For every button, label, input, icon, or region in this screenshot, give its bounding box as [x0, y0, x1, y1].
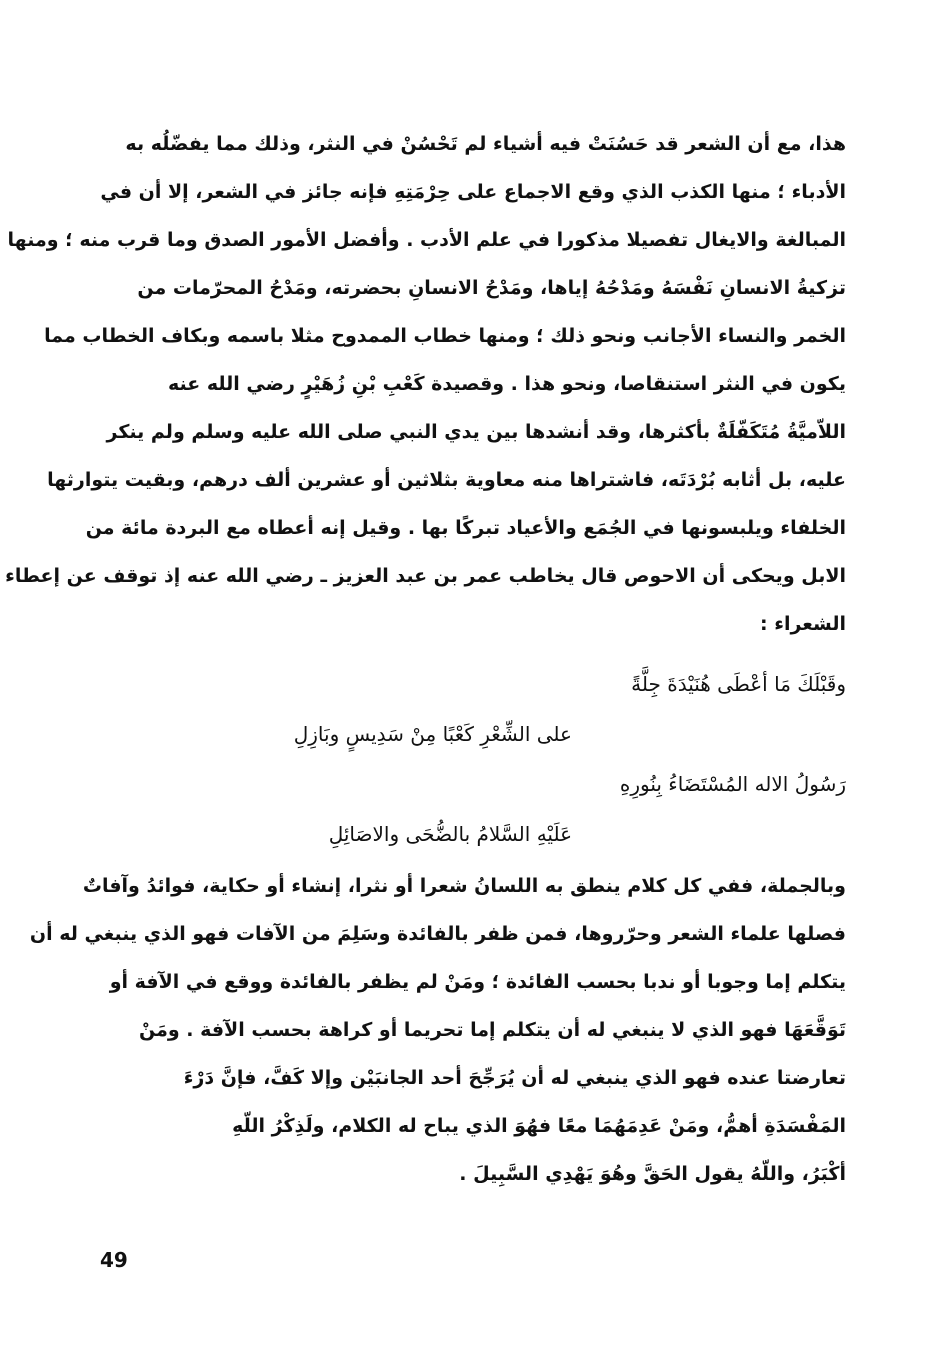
- conclusion-paragraph: [29, 862, 846, 1198]
- text-line: اللاّميَّةُ مُتَكَفّلَةٌ بأكثرها، وقد أنشدها بين يدي النبي صلى الله عليه وسلم ولم ينكر: [106, 421, 846, 443]
- text-line: الأدباء ؛ منها الكذب الذي وقع الاجماع على حِرْمَتِهِ فإنه جائز في الشعر، إلا أن في: [100, 181, 846, 203]
- text-line: المَفْسَدَةِ أهمُّ، ومَنْ عَدِمَهُمَا معًا فهُوَ الذي يباح له الكلام، ولَذِكْرُ اللّهِ: [232, 1115, 846, 1137]
- text-line: هذا، مع أن الشعر قد حَسُنَتْ فيه أشياء لم تَحْسُنْ في النثر، وذلك مما يفضّلُه به: [125, 133, 846, 155]
- text-line: عليه، بل أثابه بُرْدَتَه، فاشتراها منه معاوية بثلاثين أو عشرين ألف درهم، وبقيت يتوارثها: [47, 469, 846, 491]
- text-line: الشعراء :: [760, 613, 846, 635]
- text-line: يكون في النثر استنقاصا، ونحو هذا . وقصيدة كَعْبِ بْنِ زُهَيْرٍ رضي الله عنه: [167, 373, 846, 395]
- text-line: أكْبَرُ، واللّهُ يقول الحَقَّ وهُوَ يَهْدِي السَّبِيلَ .: [459, 1163, 846, 1185]
- poem-verse-3: رَسُولُ الاله المُسْتَضَاءُ بِنُورِهِ: [619, 772, 846, 796]
- poem-verse-2: على الشِّعْرِ كَعْبًا مِنْ سَدِيسٍ وبَازِلِ: [293, 722, 572, 746]
- text-line: يتكلم إما وجوبا أو ندبا بحسب الفائدة ؛ ومَنْ لم يظفر بالفائدة ووقع في الآفة أو: [109, 971, 846, 993]
- text-line: تعارضتا عنده فهو الذي ينبغي له أن يُرَجِّحَ أحد الجانبَيْن وإلا كَفَّ، فإنَّ دَرْءَ: [183, 1067, 846, 1089]
- intro-paragraph: [5, 120, 846, 648]
- text-line: فصلها علماء الشعر وحرّروها، فمن ظفر بالفائدة وسَلِمَ من الآفات فهو الذي ينبغي له أن: [29, 923, 846, 945]
- poem-verse-4: عَلَيْهِ السَّلامُ بالضُّحَى والاصَائِلِ: [328, 822, 572, 846]
- text-line: الخلفاء ويلبسونها في الجُمَع والأعياد تبركًا بها . وقيل إنه أعطاه مع البردة مائة من: [85, 517, 846, 539]
- text-line: المبالغة والايغال تفصيلا مذكورا في علم الأدب . وأفضل الأمور الصدق وما قرب منه ؛ ومنها: [7, 229, 846, 251]
- poem-verse-1: وقَبْلَكَ مَا أعْطَى هُنَيْدَةَ جِلَّةً: [631, 672, 846, 696]
- text-line: تزكيةُ الانسانِ نَفْسَهُ ومَدْحُهُ إياها، ومَدْحُ الانسانِ بحضرته، ومَدْحُ المحرّمات من: [137, 277, 846, 299]
- text-line: الابل ويحكى أن الاحوص قال يخاطب عمر بن عبد العزيز ـ رضي الله عنه إذ توقف عن إعطاء: [5, 565, 846, 587]
- page-number: 49: [100, 1248, 128, 1272]
- text-line: تَوَقَّعَهَا فهو الذي لا ينبغي له أن يتكلم إما تحريما أو كراهة بحسب الآفة . ومَنْ: [138, 1019, 846, 1041]
- text-line: الخمر والنساء الأجانب ونحو ذلك ؛ ومنها خطاب الممدوح مثلا باسمه وبكاف الخطاب مما: [44, 325, 846, 347]
- text-line: وبالجملة، ففي كل كلام ينطق به اللسانُ شعرا أو نثرا، إنشاء أو حكاية، فوائدُ وآفاتٌ: [82, 875, 846, 897]
